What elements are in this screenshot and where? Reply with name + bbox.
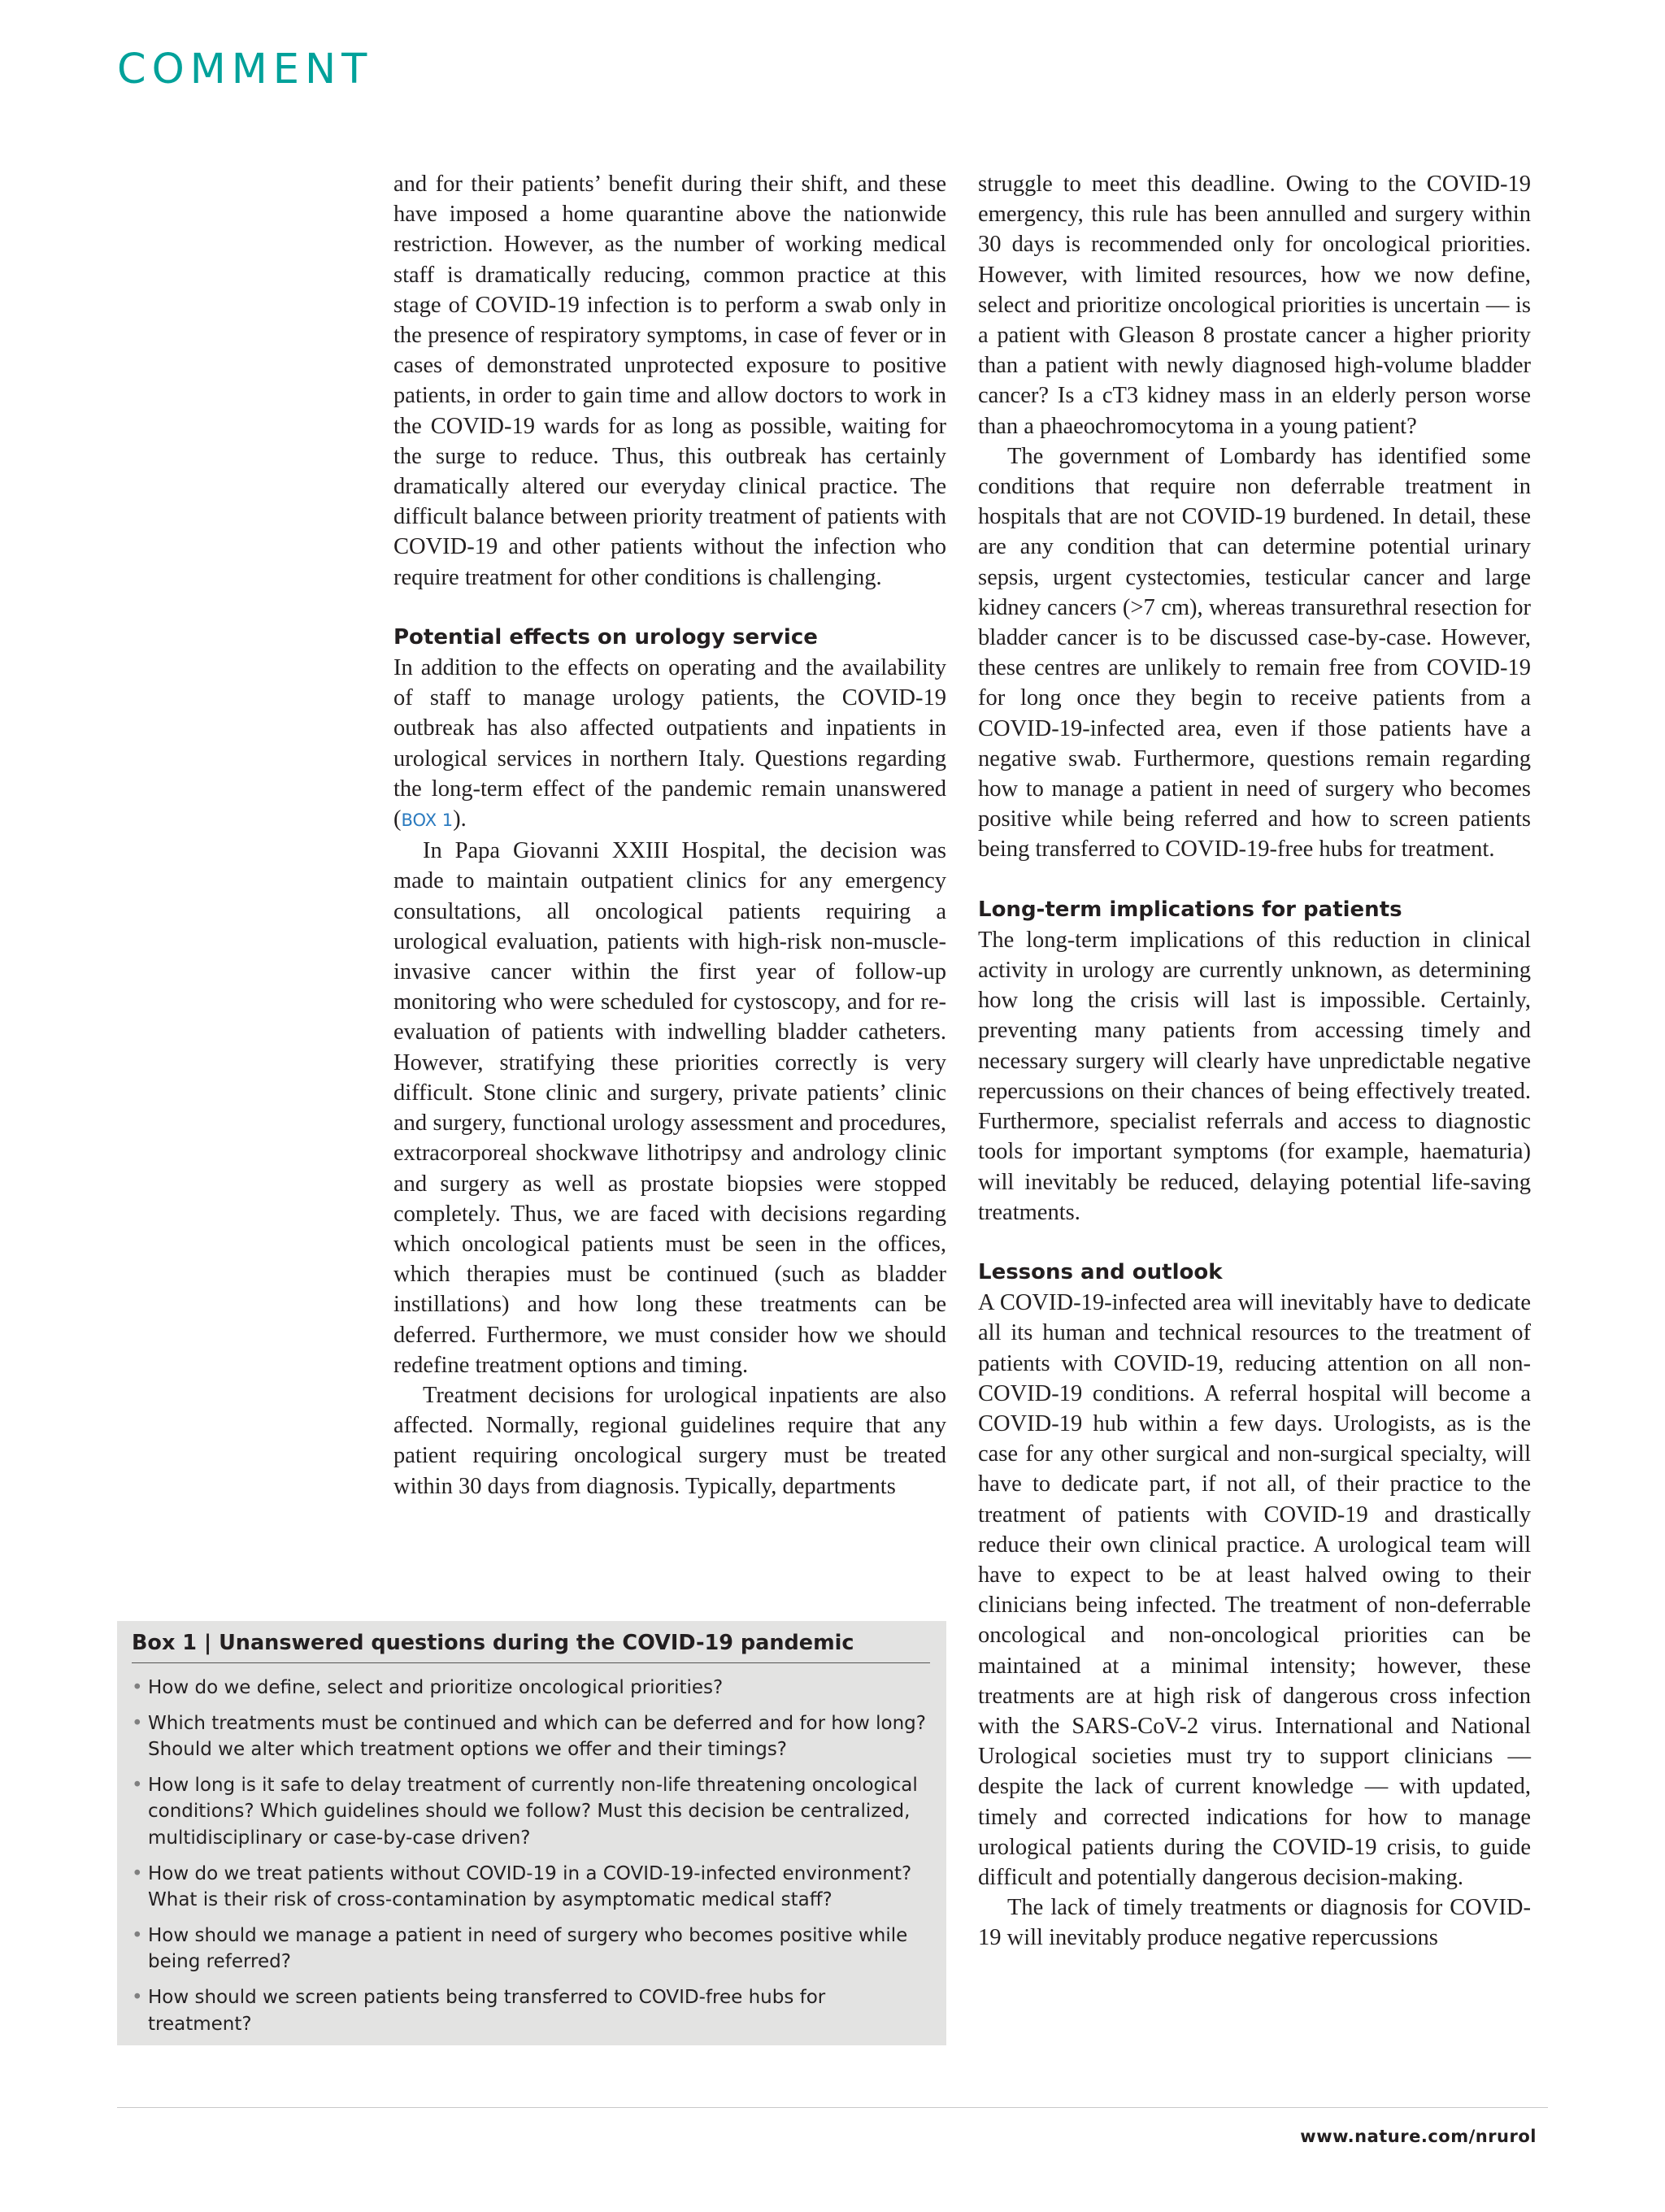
paragraph	[393, 653, 946, 836]
footer-divider	[117, 2107, 1548, 2108]
paragraph-text: ).	[453, 806, 467, 832]
journal-url-link[interactable]: www.nature.com/nrurol	[1300, 2127, 1537, 2146]
list-item-text: How should we screen patients being transferred to COVID-free hubs for treatment?	[148, 1986, 826, 2035]
paragraph: A COVID-19-infected area will inevitably have to dedicate all its human and technical resources to the treatment of patients with COVID-19, reducing attention on all non-COVID-19 conditions. A referral hospital will become a COVID-19 hub within a few days. Urologists, as is the case for any other surgical and non-surgical specialty, will have to dedicate part, if not all, of their practice to the treatment of patients with COVID-19 and drastically reduce their own clinical practice. A urological team will have to expect to be at least halved owing to their clinicians being infected. The treatment of non-deferrable oncological and non-oncological priorities can be maintained at a minimal intensity; however, these treatments are at high risk of dangerous cross infection with the SARS-CoV-2 virus. International and National Urological societies must try to support clinicians — despite the lack of current knowledge — with updated, timely and corrected indications for how to manage urological patients during the COVID-19 crisis, to guide difficult and potentially dangerous decision-making.	[978, 1290, 1531, 1890]
paragraph-text: In addition to the effects on operating and the availability of staff to manage urology patients, the COVID-19 outbreak has also affected outpatients and inpatients in urological services in northern Italy. Questions regarding the long-term effect of the pandemic remain unanswered (	[393, 655, 946, 832]
list-item	[132, 1675, 930, 1701]
bullet-icon: •	[132, 1677, 143, 1698]
box-reference-link[interactable]: BOX 1	[401, 810, 454, 831]
left-column	[393, 169, 946, 1501]
bullet-icon: •	[132, 1986, 143, 2008]
bullet-icon: •	[132, 1924, 143, 1946]
box-title: Box 1 | Unanswered questions during the COVID-19 pandemic	[132, 1631, 930, 1663]
paragraph: struggle to meet this deadline. Owing to the COVID-19 emergency, this rule has been annulled and surgery within 30 days is recommended only for oncological priorities. However, with limited resources, how we now define, select and prioritize oncological priorities is uncertain — is a patient with Gleason 8 prostate cancer a higher priority than a patient with newly diagnosed high-volume bladder cancer? Is a cT3 kidney mass in an elderly person worse than a phaeochromocytoma in a young patient?	[978, 172, 1531, 439]
section-header: COMMENT	[117, 46, 373, 93]
section-heading-long-term-implications: Long-term implications for patients	[978, 897, 1402, 922]
paragraph: The long-term implications of this reduction in clinical activity in urology are currently unknown, as determining how long the crisis will last is impossible. Certainly, preventing many patients from accessing timely and necessary surgery will clearly have unpredictable negative repercussions on their chances of being effectively treated. Furthermore, specialist referrals and access to diagnostic tools for important symptoms (for example, haematuria) will inevitably be reduced, delaying potential life-saving treatments.	[978, 927, 1531, 1225]
right-column	[978, 169, 1531, 1953]
paragraph: Treatment decisions for urological inpatients are also affected. Normally, regional guidelines require that any patient requiring oncological surgery must be treated within 30 days from diagnosis. Typically, departments	[393, 1382, 946, 1499]
section-heading-urology-service: Potential effects on urology service	[393, 624, 818, 650]
bullet-icon: •	[132, 1862, 143, 1884]
bullet-icon: •	[132, 1774, 143, 1796]
list-item-text: Which treatments must be continued and which can be deferred and for how long? Should we alter which treatment options we offer and their timings?	[148, 1712, 926, 1761]
list-item-text: How long is it safe to delay treatment of currently non-life threatening oncological conditions? Which guidelines should we follow? Must this decision be centralized, multidisciplinary or case-by-case driven?	[148, 1774, 918, 1849]
bullet-icon: •	[132, 1712, 143, 1734]
box-unanswered-questions	[117, 1621, 946, 2045]
paragraph: In Papa Giovanni XXIII Hospital, the decision was made to maintain outpatient clinics for any emergency consultations, all oncological patients requiring a urological evaluation, patients with high-risk non-muscle-invasive cancer within the first year of follow-up monitoring who were scheduled for cystoscopy, and for re-evaluation of patients with indwelling bladder catheters. However, stratifying these priorities correctly is very difficult. Stone clinic and surgery, private patients’ clinic and surgery, functional urology assessment and procedures, extracorporeal shockwave lithotripsy and andrology clinic and surgery as well as prostate biopsies were stopped completely. Thus, we are faced with decisions regarding which oncological patients must be seen in the offices, which therapies must be continued (such as bladder instillations) and how long these treatments can be deferred. Furthermore, we must consider how we should redefine treatment options and timing.	[393, 838, 946, 1378]
paragraph: and for their patients’ benefit during their shift, and these have imposed a home quarantine above the nationwide restriction. However, as the number of working medical staff is dramatically reducing, common practice at this stage of COVID-19 infection is to perform a swab only in the presence of respiratory symptoms, in case of fever or in cases of demonstrated unprotected exposure to positive patients, in order to gain time and allow doctors to work in the COVID-19 wards for as long as possible, waiting for the surge to reduce. Thus, this outbreak has certainly dramatically altered our everyday clinical practice. The difficult balance between priority treatment of patients with COVID-19 and other patients without the infection who require treatment for other conditions is challenging.	[393, 172, 946, 590]
paragraph: The lack of timely treatments or diagnosis for COVID-19 will inevitably produce negative repercussions	[978, 1895, 1531, 1951]
paragraph: The government of Lombardy has identified some conditions that require non deferrable treatment in hospitals that are not COVID-19 burdened. In detail, these are any condition that can determine potential urinary sepsis, urgent cystectomies, testicular cancer and large kidney cancers (>7 cm), whereas transurethral resection for bladder cancer is to be discussed case-by-case. However, these centres are unlikely to remain free from COVID-19 for long once they begin to receive patients from a COVID-19-infected area, even if those patients have a negative swab. Furthermore, questions remain regarding how to manage a patient in need of surgery who becomes positive while being referred and how to screen patients being transferred to COVID-19-free hubs for treatment.	[978, 443, 1531, 863]
list-item	[132, 1984, 930, 2037]
list-item	[132, 1861, 930, 1914]
list-item-text: How do we treat patients without COVID-19 in a COVID-19-infected environment? What is their risk of cross-contamination by asymptomatic medical staff?	[148, 1862, 912, 1911]
list-item	[132, 1772, 930, 1852]
list-item-text: How do we define, select and prioritize oncological priorities?	[148, 1677, 724, 1698]
section-heading-lessons-outlook: Lessons and outlook	[978, 1259, 1223, 1284]
list-item-text: How should we manage a patient in need of surgery who becomes positive while being referred?	[148, 1924, 908, 1973]
list-item	[132, 1710, 930, 1763]
list-item	[132, 1923, 930, 1975]
question-list	[132, 1675, 930, 2037]
